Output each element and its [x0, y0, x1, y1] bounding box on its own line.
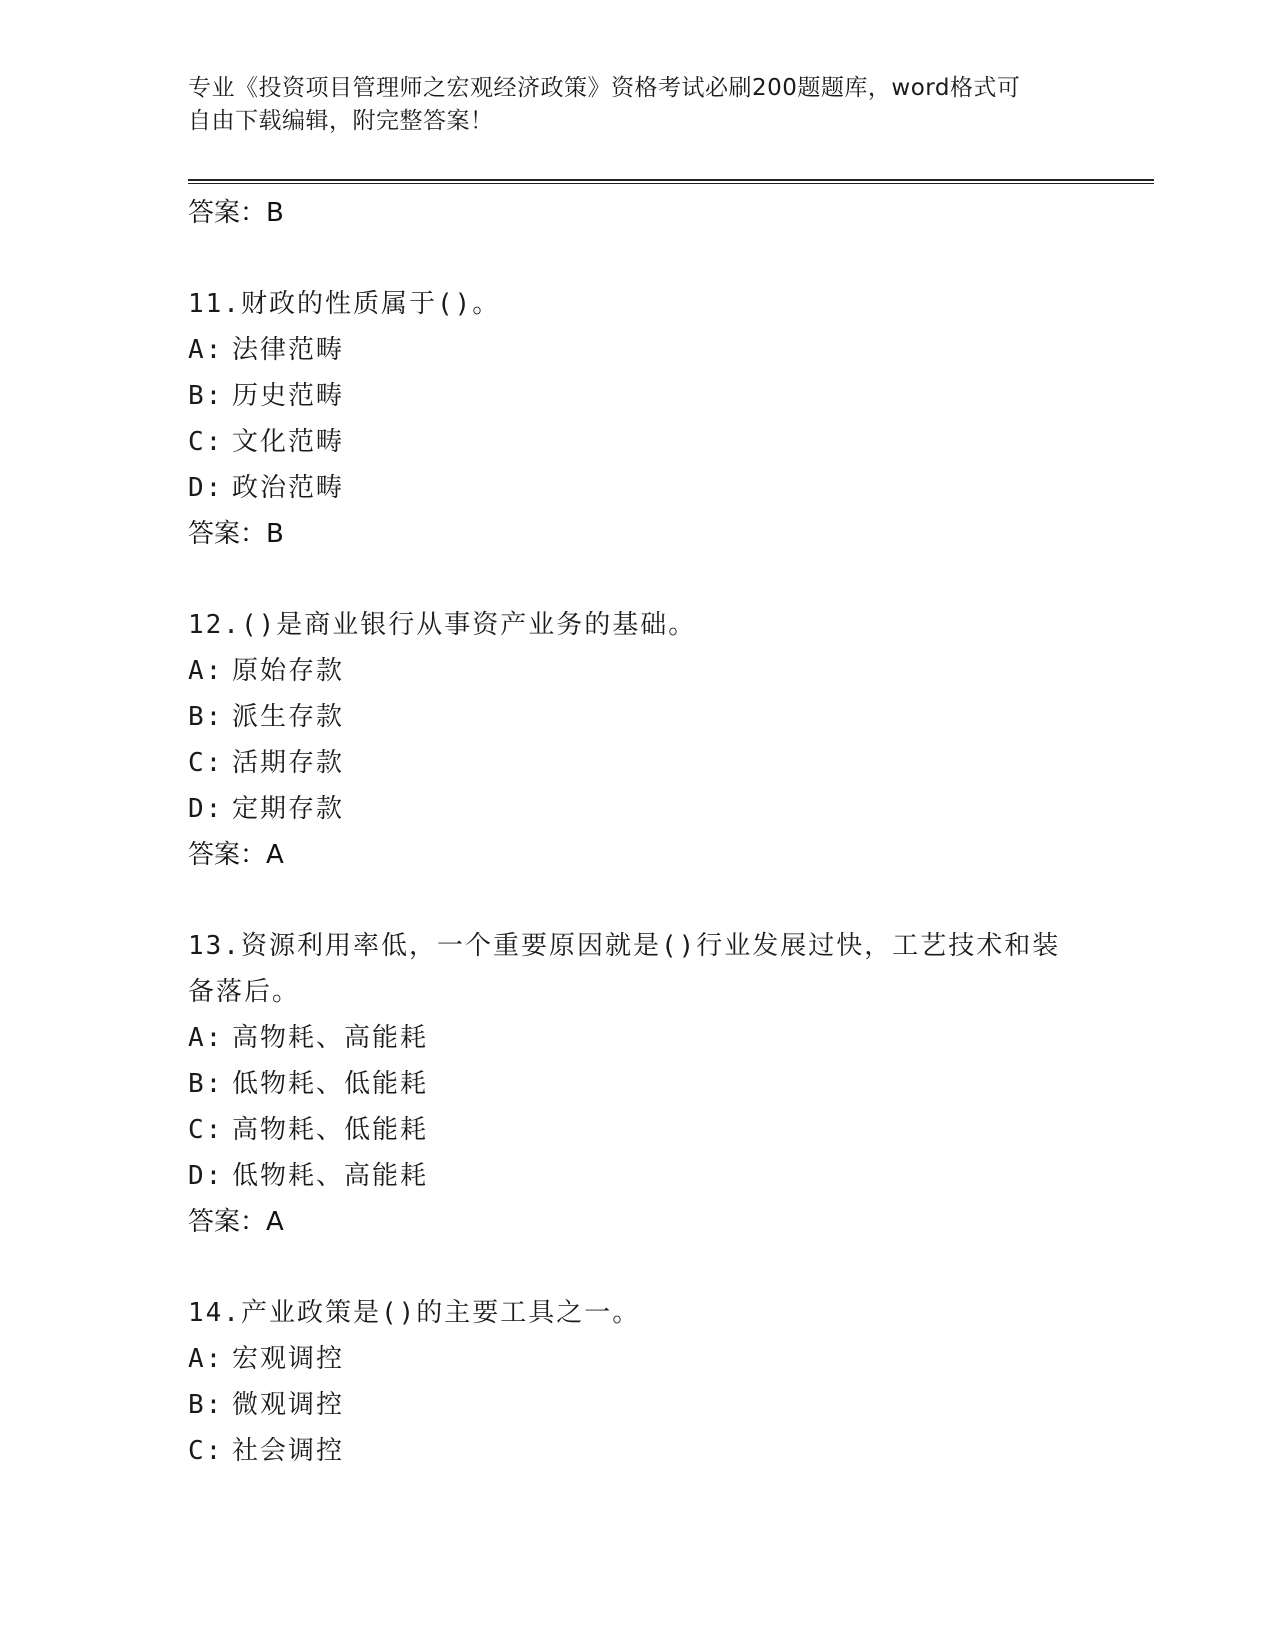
option-text: 宏观调控 [232, 1344, 345, 1374]
option-c [188, 1107, 1088, 1153]
answer-line: 答案：B [188, 519, 284, 549]
option-text: 低物耗、低能耗 [232, 1069, 429, 1099]
answer-line: 答案：B [188, 198, 284, 228]
answer-line: 答案：A [188, 1207, 284, 1237]
option-b [188, 1382, 1088, 1428]
option-letter: A: [188, 1344, 224, 1374]
question-block-12 [188, 602, 1088, 878]
question-text-line-1: 13.资源利用率低，一个重要原因就是()行业发展过快，工艺技术和装 [188, 931, 1061, 961]
question-list [188, 190, 1088, 1474]
question-block-13 [188, 923, 1088, 1245]
option-d [188, 465, 1088, 511]
question-block-14 [188, 1290, 1088, 1474]
option-letter: C: [188, 1436, 224, 1466]
option-letter: B: [188, 702, 224, 732]
option-b [188, 694, 1088, 740]
option-letter: C: [188, 427, 224, 457]
option-text: 社会调控 [232, 1436, 345, 1466]
option-text: 政治范畴 [232, 473, 345, 503]
option-d [188, 1153, 1088, 1199]
question-block-11 [188, 281, 1088, 557]
option-letter: A: [188, 1023, 224, 1053]
option-text: 文化范畴 [232, 427, 345, 457]
question-text: 12.()是商业银行从事资产业务的基础。 [188, 610, 697, 640]
option-letter: A: [188, 335, 224, 365]
option-text: 低物耗、高能耗 [232, 1161, 429, 1191]
option-letter: D: [188, 1161, 224, 1191]
option-c [188, 1428, 1088, 1474]
option-a [188, 1336, 1088, 1382]
option-text: 高物耗、低能耗 [232, 1115, 429, 1145]
option-text: 原始存款 [232, 656, 345, 686]
option-text: 微观调控 [232, 1390, 345, 1420]
option-text: 法律范畴 [232, 335, 345, 365]
option-text: 高物耗、高能耗 [232, 1023, 429, 1053]
option-a [188, 327, 1088, 373]
option-text: 活期存款 [232, 748, 345, 778]
option-d [188, 786, 1088, 832]
question-text: 14.产业政策是()的主要工具之一。 [188, 1298, 641, 1328]
option-letter: D: [188, 473, 224, 503]
option-b [188, 1061, 1088, 1107]
option-text: 历史范畴 [232, 381, 345, 411]
document-header [188, 72, 1088, 138]
option-letter: A: [188, 656, 224, 686]
option-letter: B: [188, 381, 224, 411]
option-letter: C: [188, 748, 224, 778]
option-letter: B: [188, 1069, 224, 1099]
option-c [188, 419, 1088, 465]
option-a [188, 648, 1088, 694]
option-b [188, 373, 1088, 419]
header-divider-thick [188, 179, 1154, 181]
option-letter: B: [188, 1390, 224, 1420]
question-text [188, 923, 1088, 1015]
answer-line: 答案：A [188, 840, 284, 870]
option-letter: C: [188, 1115, 224, 1145]
header-line-1: 专业《投资项目管理师之宏观经济政策》资格考试必刷200题题库，word格式可 [188, 75, 1021, 101]
header-line-2: 自由下载编辑，附完整答案！ [188, 108, 494, 134]
header-divider-thin [188, 183, 1154, 184]
option-text: 派生存款 [232, 702, 345, 732]
question-text-line-2: 备落后。 [188, 977, 301, 1007]
option-letter: D: [188, 794, 224, 824]
option-c [188, 740, 1088, 786]
option-text: 定期存款 [232, 794, 345, 824]
question-text: 11.财政的性质属于()。 [188, 289, 501, 319]
option-a [188, 1015, 1088, 1061]
